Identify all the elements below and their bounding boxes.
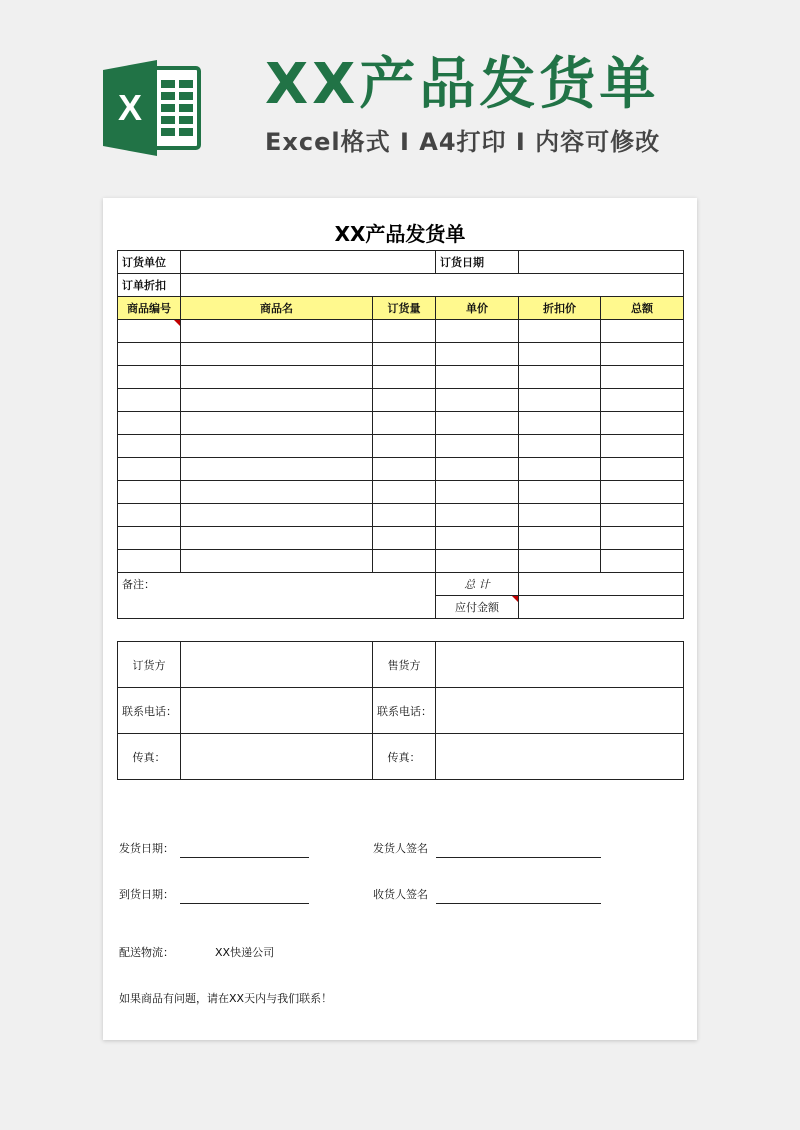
table-row (118, 458, 684, 481)
phone-row (118, 688, 684, 734)
table-cell[interactable] (373, 389, 436, 412)
table-cell[interactable] (373, 550, 436, 573)
seller-phone-label: 联系电话： (373, 688, 436, 734)
receiver-sign-label: 收货人签名 (373, 888, 428, 901)
order-unit-input[interactable] (181, 251, 436, 274)
document-page (103, 198, 697, 1040)
table-cell[interactable] (373, 435, 436, 458)
table-row (118, 504, 684, 527)
table-cell[interactable] (519, 435, 601, 458)
remarks-cell[interactable] (118, 573, 436, 619)
table-cell[interactable] (118, 343, 181, 366)
table-cell[interactable] (118, 504, 181, 527)
table-cell[interactable] (373, 412, 436, 435)
column-header-quantity: 订货量 (373, 297, 436, 320)
table-cell[interactable] (373, 458, 436, 481)
arrival-date-label: 到货日期： (119, 888, 174, 901)
table-cell[interactable] (436, 435, 519, 458)
buyer-phone-input[interactable] (181, 688, 373, 734)
total-label: 总 计 (436, 573, 519, 596)
table-cell[interactable] (118, 527, 181, 550)
table-cell[interactable] (181, 527, 373, 550)
excel-logo-icon (103, 60, 203, 156)
table-cell[interactable] (181, 504, 373, 527)
table-cell[interactable] (436, 504, 519, 527)
table-cell[interactable] (118, 458, 181, 481)
table-cell[interactable] (601, 366, 684, 389)
seller-label: 售货方 (373, 642, 436, 688)
table-cell[interactable] (436, 458, 519, 481)
column-header-product-code: 商品编号 (118, 297, 181, 320)
remarks-label: 备注： (122, 578, 155, 591)
table-cell[interactable] (373, 343, 436, 366)
table-row (118, 527, 684, 550)
table-cell[interactable] (181, 458, 373, 481)
table-cell[interactable] (181, 320, 373, 343)
table-cell[interactable] (601, 343, 684, 366)
table-row (118, 481, 684, 504)
banner-title: XX产品发货单 (265, 52, 660, 117)
table-cell[interactable] (181, 412, 373, 435)
table-cell[interactable] (601, 481, 684, 504)
table-cell[interactable] (601, 435, 684, 458)
order-table (117, 250, 684, 619)
order-date-label: 订货日期 (436, 251, 519, 274)
table-cell[interactable] (118, 320, 181, 343)
table-cell[interactable] (373, 320, 436, 343)
table-cell[interactable] (118, 481, 181, 504)
amount-due-input[interactable] (519, 596, 684, 619)
table-cell[interactable] (118, 435, 181, 458)
column-header-product-name: 商品名 (181, 297, 373, 320)
table-cell[interactable] (519, 458, 601, 481)
order-unit-label: 订货单位 (118, 251, 181, 274)
total-row (118, 573, 684, 596)
table-cell[interactable] (181, 343, 373, 366)
table-cell[interactable] (519, 343, 601, 366)
arrival-date-input[interactable] (180, 903, 309, 904)
party-table (117, 641, 684, 780)
table-cell[interactable] (436, 366, 519, 389)
table-cell[interactable] (436, 343, 519, 366)
table-cell[interactable] (436, 412, 519, 435)
table-cell[interactable] (118, 550, 181, 573)
table-cell[interactable] (601, 412, 684, 435)
amount-due-label: 应付金额 (436, 596, 519, 619)
table-row (118, 435, 684, 458)
discount-label: 订单折扣 (118, 274, 181, 297)
table-cell[interactable] (436, 320, 519, 343)
buyer-input[interactable] (181, 642, 373, 688)
table-cell[interactable] (118, 366, 181, 389)
shipper-sign-label: 发货人签名 (373, 842, 428, 855)
logistics-label: 配送物流： (119, 946, 174, 959)
fax-row (118, 734, 684, 780)
table-row (118, 389, 684, 412)
table-row (118, 320, 684, 343)
table-cell[interactable] (181, 550, 373, 573)
table-cell[interactable] (519, 527, 601, 550)
logistics-value: XX快递公司 (215, 946, 275, 959)
table-cell[interactable] (519, 481, 601, 504)
table-cell[interactable] (181, 389, 373, 412)
table-cell[interactable] (181, 435, 373, 458)
table-row (118, 366, 684, 389)
table-cell[interactable] (519, 412, 601, 435)
seller-input[interactable] (436, 642, 684, 688)
table-cell[interactable] (519, 320, 601, 343)
seller-phone-input[interactable] (436, 688, 684, 734)
buyer-label: 订货方 (118, 642, 181, 688)
table-row (118, 412, 684, 435)
column-header-total: 总额 (601, 297, 684, 320)
discount-row (118, 274, 684, 297)
ship-date-label: 发货日期： (119, 842, 174, 855)
table-cell[interactable] (601, 320, 684, 343)
buyer-fax-input[interactable] (181, 734, 373, 780)
buyer-phone-label: 联系电话： (118, 688, 181, 734)
footer-note: 如果商品有问题，请在XX天内与我们联系！ (119, 992, 333, 1005)
buyer-fax-label: 传真： (118, 734, 181, 780)
order-unit-row (118, 251, 684, 274)
table-cell[interactable] (519, 504, 601, 527)
table-row (118, 550, 684, 573)
table-cell[interactable] (436, 550, 519, 573)
column-header-unit-price: 单价 (436, 297, 519, 320)
table-cell[interactable] (519, 389, 601, 412)
receiver-sign-input[interactable] (436, 903, 601, 904)
table-cell[interactable] (601, 527, 684, 550)
table-cell[interactable] (181, 481, 373, 504)
table-cell[interactable] (436, 527, 519, 550)
order-date-input[interactable] (519, 251, 684, 274)
seller-fax-label: 传真： (373, 734, 436, 780)
seller-fax-input[interactable] (436, 734, 684, 780)
table-cell[interactable] (601, 504, 684, 527)
table-cell[interactable] (601, 389, 684, 412)
table-cell[interactable] (118, 412, 181, 435)
table-cell[interactable] (118, 389, 181, 412)
table-cell[interactable] (519, 366, 601, 389)
excel-logo-letter: X (117, 87, 143, 128)
table-cell[interactable] (181, 366, 373, 389)
items-header-row (118, 297, 684, 320)
table-cell[interactable] (601, 458, 684, 481)
table-cell[interactable] (519, 550, 601, 573)
table-cell[interactable] (436, 389, 519, 412)
table-cell[interactable] (373, 504, 436, 527)
table-cell[interactable] (373, 527, 436, 550)
document-title: XX产品发货单 (334, 222, 466, 246)
table-cell[interactable] (601, 550, 684, 573)
table-cell[interactable] (436, 481, 519, 504)
banner-subtitle: Excel格式 I A4打印 I 内容可修改 (265, 128, 661, 156)
table-row (118, 343, 684, 366)
discount-input[interactable] (181, 274, 684, 297)
table-cell[interactable] (373, 481, 436, 504)
ship-date-input[interactable] (180, 857, 309, 858)
total-input[interactable] (519, 573, 684, 596)
shipper-sign-input[interactable] (436, 857, 601, 858)
column-header-discount-price: 折扣价 (519, 297, 601, 320)
table-cell[interactable] (373, 366, 436, 389)
party-row (118, 642, 684, 688)
